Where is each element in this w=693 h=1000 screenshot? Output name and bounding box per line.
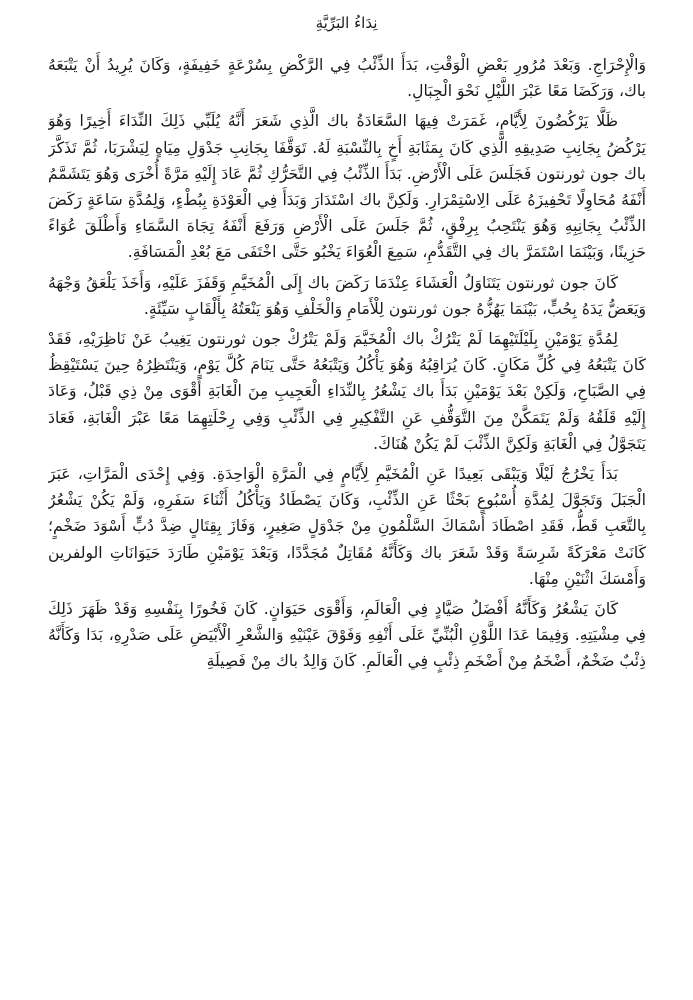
paragraph: لِمُدَّةِ يَوْمَيْنِ بِلَيْلَتَيْهِمَا لَمْ يَتْرُكْ باك الْمُخَيَّمَ وَلَمْ يَتْرُكْ جون ثورنتون يَغِيبُ عَنْ نَاظِرَيْهِ، فَقَدْ كَانَ يَتْبَعُهُ فِي كُلِّ مَكَانٍ. كَانَ يُرَاقِبُهُ وَهُوَ يَأْكُلُ وَيَتْبَعُهُ حَتَّى يَنَامَ كُلَّ يَوْمٍ، وَيَنْتَظِرُهُ حِينَ يَسْتَيْقِظُ فِي الصَّبَاحِ، وَلَكِنْ بَعْدَ يَوْمَيْنِ بَدَأَ باك يَشْعُرُ بِالنِّدَاءِ الْعَجِيبِ مِنَ الْغَابَةِ أَقْوَى مِنْ ذِي قَبْلُ، وَعَادَ إِلَيْهِ قَلَقُهُ وَلَمْ يَتَمَكَّنْ مِنَ التَّوَقُّفِ عَنِ التَّفْكِيرِ فِي الذِّئْبِ وَفِي رِحْلَتِهِمَا مَعًا عَبْرَ الْغَابَةِ، فَعَادَ يَتَجَوَّلُ فِي الْغَابَةِ وَلَكِنَّ الذِّئْبَ لَمْ يَكُنْ هُنَاكَ. <box>48 330 646 453</box>
body-text <box>48 52 646 996</box>
paragraph: بَدَأَ يَخْرُجُ لَيْلًا وَيَبْقَى بَعِيدًا عَنِ الْمُخَيَّمِ لِأَيَّامٍ فِي الْمَرَّةِ الْوَاحِدَةِ. وَفِي إِحْدَى الْمَرَّاتِ، عَبَرَ الْجَبَلَ وَتَجَوَّلَ لِمُدَّةِ أُسْبُوعٍ بَحْثًا عَنِ الذِّئْبِ، وَكَانَ يَصْطَادُ وَيَأْكُلُ أَثْنَاءَ سَفَرِهِ، وَلَمْ يَكُنْ يَشْعُرُ بِالتَّعَبِ قَطُّ، فَقَدِ اصْطَادَ أَسْمَاكَ السَّلْمُونِ مِنْ جَدْوَلٍ صَغِيرٍ، وَفَازَ بِقِتَالٍ ضِدَّ دُبٍّ أَسْوَدَ ضَخْمٍ؛ كَانَتْ مَعْرَكَةً شَرِسَةً وَقَدْ شَعَرَ باك وَكَأَنَّهُ مُقَاتِلٌ مُجَدَّدًا، وَبَعْدَ يَوْمَيْنِ طَارَدَ حَيَوَانَاتِ الولفرين وَأَمْسَكَ اثْنَيْنِ مِنْهَا. <box>48 465 646 588</box>
paragraph: ظَلَّا يَرْكُضُونَ لِأَيَّامٍ، غَمَرَتْ فِيهَا السَّعَادَةُ باك الَّذِي شَعَرَ أَنَّهُ يُلَبِّي ذَلِكَ النِّدَاءَ أَخِيرًا وَهُوَ يَرْكُضُ بِجَانِبِ صَدِيقِهِ الَّذِي كَانَ بِمَثَابَةِ أَخٍ بِالنِّسْبَةِ لَهُ. تَوَقَّفَا بِجَانِبِ جَدْوَلِ مِيَاهٍ لِيَشْرَبَا، ثُمَّ تَذَكَّرَ باك جون ثورنتون فَجَلَسَ عَلَى الْأَرْضِ. بَدَأَ الذِّئْبُ فِي التَّحَرُّكِ ثُمَّ عَادَ إِلَيْهِ مَرَّةً أُخْرَى وَهُوَ يَتَشَمَّمُ أَنْفَهُ مُحَاوِلًا تَحْفِيزَهُ عَلَى الِاسْتِمْرَارِ. وَلَكِنَّ باك اسْتَدَارَ وَبَدَأَ فِي الْعَوْدَةِ بِبُطْءٍ، وَلِمُدَّةِ سَاعَةٍ رَكَضَ الذِّئْبُ بِجَانِبِهِ وَهُوَ يَنْتَحِبُ بِرِفْقٍ، ثُمَّ جَلَسَ عَلَى الْأَرْضِ وَرَفَعَ أَنْفَهُ تِجَاهَ السَّمَاءِ وَأَطْلَقَ عُوَاءً حَزِينًا، وَبَيْنَمَا اسْتَمَرَّ باك فِي التَّقَدُّمِ، سَمِعَ الْعُوَاءَ يَخْبُو حَتَّى اخْتَفَى مَعَ بُعْدِ الْمَسَافَةِ. <box>48 112 646 262</box>
paragraph: كَانَ يَشْعُرُ وَكَأَنَّهُ أَفْضَلُ صَيَّادٍ فِي الْعَالَمِ، وَأَقْوَى حَيَوَانٍ. كَانَ فَخُورًا بِنَفْسِهِ وَقَدْ ظَهَرَ ذَلِكَ فِي مِشْيَتِهِ. وَفِيمَا عَدَا اللَّوْنِ الْبُنِّيِّ عَلَى أَنْفِهِ وَفَوْقَ عَيْنَيْهِ وَالشَّعْرِ الْأَبْيَضِ عَلَى صَدْرِهِ، بَدَا وَكَأَنَّهُ ذِئْبٌ ضَخْمٌ، أَضْخَمُ مِنْ أَضْخَمِ ذِئْبٍ فِي الْعَالَمِ. كَانَ وَالِدُ باك مِنْ فَصِيلَةِ <box>48 600 646 671</box>
paragraph: كَانَ جون ثورنتون يَتَنَاوَلُ الْعَشَاءَ عِنْدَمَا رَكَضَ باك إِلَى الْمُخَيَّمِ وَقَفَزَ عَلَيْهِ، وَأَخَذَ يَلْعَقُ وَجْهَهُ وَيَعَضُّ يَدَهُ بِحُبٍّ، بَيْنَمَا يَهُزُّهُ جون ثورنتون لِلْأَمَامِ وَالْخَلْفِ وَهُوَ يَنْعَتُهُ بِأَلْقَابٍ سَيِّئَةٍ. <box>48 273 646 318</box>
paragraph-continuation: وَالْإِحْرَاجِ. وَبَعْدَ مُرُورِ بَعْضِ الْوَقْتِ، بَدَأَ الذِّئْبُ فِي الرَّكْضِ بِسُرْعَةٍ خَفِيفَةٍ، وَكَانَ يُرِيدُ أَنْ يَتْبَعَهُ باك، وَرَكَضَا مَعًا عَبْرَ اللَّيْلِ نَحْوَ الْجِبَالِ. <box>48 56 646 101</box>
running-header: نِدَاءُ البَرِّيَّةِ <box>315 14 378 32</box>
